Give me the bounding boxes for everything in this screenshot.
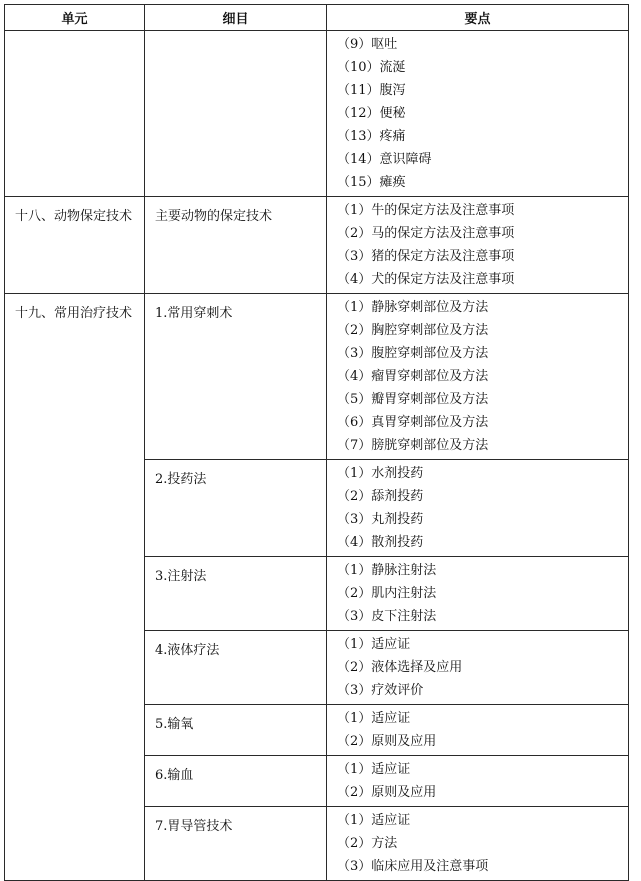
detail-label: 3.注射法 <box>155 569 207 584</box>
point-item: （2）马的保定方法及注意事项 <box>337 226 515 241</box>
point-item: （5）瓣胃穿刺部位及方法 <box>337 392 489 407</box>
point-item: （6）真胃穿刺部位及方法 <box>337 415 489 430</box>
detail-cell <box>145 294 327 460</box>
detail-label: 主要动物的保定技术 <box>155 209 273 224</box>
points-cell <box>327 756 629 807</box>
detail-cell <box>145 460 327 557</box>
point-item: （4）犬的保定方法及注意事项 <box>337 272 515 287</box>
unit-cell <box>5 294 145 881</box>
table-header-row <box>5 5 629 31</box>
detail-label: 2.投药法 <box>155 472 207 487</box>
table-row <box>5 197 629 294</box>
point-item: （11）腹泻 <box>337 83 406 98</box>
point-item: （3）临床应用及注意事项 <box>337 859 489 874</box>
points-cell <box>327 294 629 460</box>
point-item: （3）腹腔穿刺部位及方法 <box>337 346 489 361</box>
point-item: （1）静脉注射法 <box>337 563 437 578</box>
points-cell <box>327 460 629 557</box>
detail-label: 4.液体疗法 <box>155 643 220 658</box>
header-unit: 单元 <box>5 5 145 31</box>
point-item: （1）适应证 <box>337 711 411 726</box>
point-item: （2）液体选择及应用 <box>337 660 463 675</box>
header-points: 要点 <box>327 5 629 31</box>
point-item: （3）疗效评价 <box>337 683 424 698</box>
unit-cell <box>5 31 145 197</box>
point-item: （3）丸剂投药 <box>337 512 424 527</box>
detail-cell <box>145 557 327 631</box>
detail-cell <box>145 807 327 881</box>
syllabus-table <box>4 4 629 881</box>
point-item: （1）适应证 <box>337 637 411 652</box>
point-item: （1）牛的保定方法及注意事项 <box>337 203 515 218</box>
point-item: （4）瘤胃穿刺部位及方法 <box>337 369 489 384</box>
point-item: （3）皮下注射法 <box>337 609 437 624</box>
point-item: （2）原则及应用 <box>337 734 437 749</box>
point-item: （2）胸腔穿刺部位及方法 <box>337 323 489 338</box>
point-item: （7）膀胱穿刺部位及方法 <box>337 438 489 453</box>
points-cell <box>327 31 629 197</box>
point-item: （2）原则及应用 <box>337 785 437 800</box>
detail-label: 5.输氧 <box>155 717 194 732</box>
point-item: （10）流涎 <box>337 60 406 75</box>
points-cell <box>327 557 629 631</box>
point-item: （14）意识障碍 <box>337 152 432 167</box>
point-item: （2）舔剂投药 <box>337 489 424 504</box>
detail-label: 1.常用穿刺术 <box>155 306 233 321</box>
points-cell <box>327 631 629 705</box>
point-item: （1）适应证 <box>337 813 411 828</box>
unit-label: 十八、动物保定技术 <box>15 209 133 224</box>
table-row <box>5 294 629 460</box>
point-item: （1）水剂投药 <box>337 466 424 481</box>
header-detail: 细目 <box>145 5 327 31</box>
points-cell <box>327 705 629 756</box>
detail-label: 7.胃导管技术 <box>155 819 233 834</box>
point-item: （9）呕吐 <box>337 37 398 52</box>
point-item: （12）便秘 <box>337 106 406 121</box>
point-item: （1）适应证 <box>337 762 411 777</box>
point-item: （4）散剂投药 <box>337 535 424 550</box>
points-cell <box>327 197 629 294</box>
point-item: （1）静脉穿刺部位及方法 <box>337 300 489 315</box>
point-item: （13）疼痛 <box>337 129 406 144</box>
detail-cell <box>145 631 327 705</box>
point-item: （2）肌内注射法 <box>337 586 437 601</box>
detail-label: 6.输血 <box>155 768 194 783</box>
point-item: （3）猪的保定方法及注意事项 <box>337 249 515 264</box>
unit-cell <box>5 197 145 294</box>
point-item: （2）方法 <box>337 836 398 851</box>
points-cell <box>327 807 629 881</box>
syllabus-page <box>4 4 628 881</box>
detail-cell <box>145 31 327 197</box>
detail-cell <box>145 705 327 756</box>
table-row <box>5 31 629 197</box>
detail-cell <box>145 197 327 294</box>
detail-cell <box>145 756 327 807</box>
point-item: （15）瘫痪 <box>337 175 406 190</box>
unit-label: 十九、常用治疗技术 <box>15 306 133 321</box>
